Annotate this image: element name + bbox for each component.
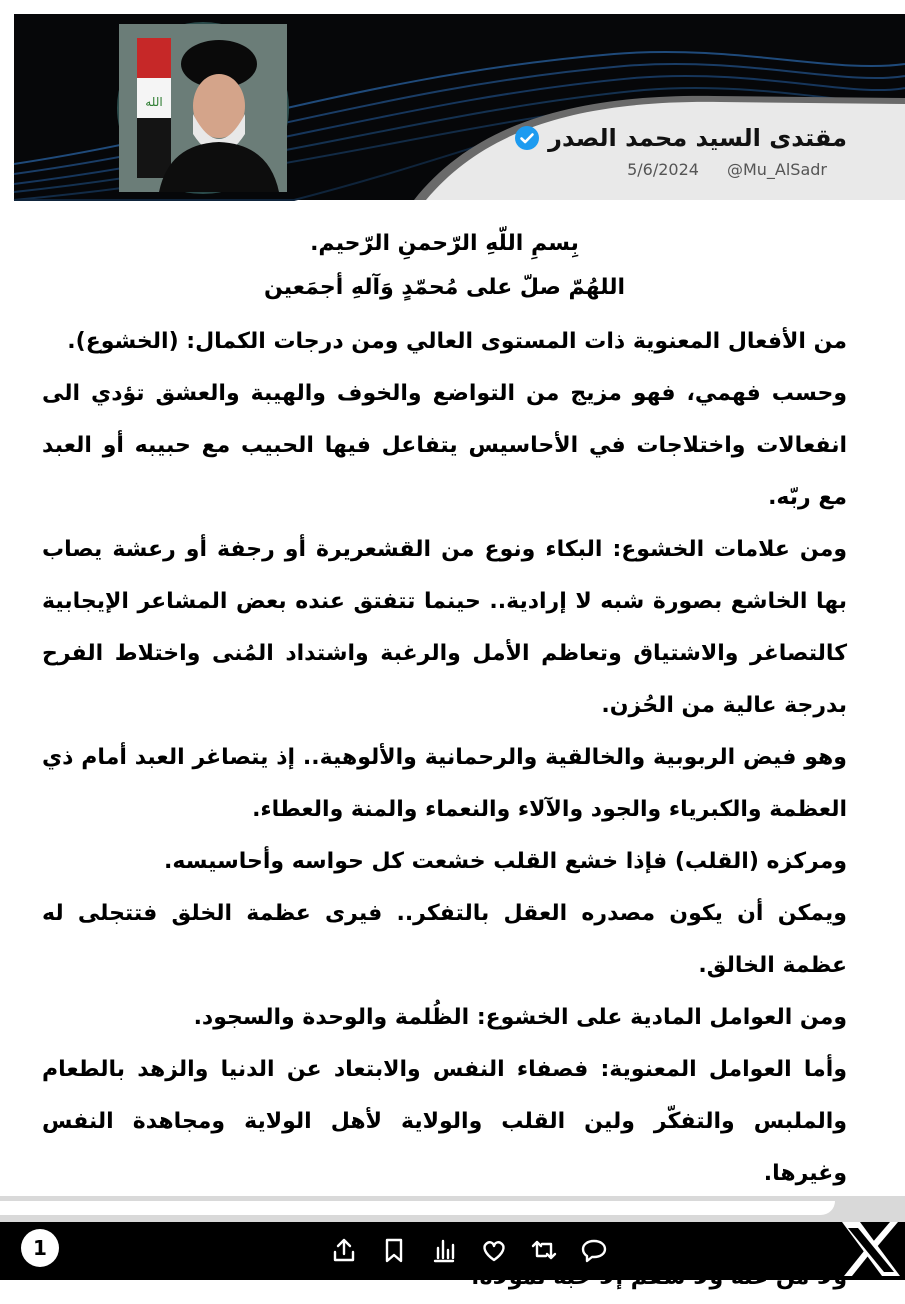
post-paragraph: ومن علامات الخشوع: البكاء ونوع من القشعريرة أو رجفة أو رعشة يصاب بها الخاشع بصورة شبه لا إرادية.. حينما تتفتق عنده بعض المشاعر الإيجابية كالتصاغر والاشتياق وتعاظم الأمل والرغبة واشتداد المُنى واختلاط الفرح بدرجة عالية من الحُزن. <box>42 537 847 718</box>
post-date: 5/6/2024 <box>627 160 699 179</box>
share-icon[interactable] <box>330 1236 358 1264</box>
post-paragraph: ومركزه (القلب) فإذا خشع القلب خشعت كل حواسه وأحاسيسه. <box>164 849 847 874</box>
basmala-line: بِسمِ اللّهِ الرّحمنِ الرّحيم. <box>310 231 579 256</box>
svg-text:الله: الله <box>145 95 163 109</box>
profile-photo <box>119 24 287 192</box>
salawat-line: اللهُمّ صلّ على مُحمّدٍ وَآلهِ أجمَعين <box>263 275 626 300</box>
reply-icon[interactable] <box>580 1236 608 1264</box>
post-paragraph: وأما العوامل المعنوية: فصفاء النفس والابتعاد عن الدنيا والزهد بالطعام والملبس والتفكّر ولين القلب والولاية لأهل الولاية ومجاهدة النفس وغيرها. <box>42 1057 847 1186</box>
page-number-badge: 1 <box>21 1229 59 1267</box>
avatar[interactable] <box>117 22 289 194</box>
post-paragraph: ومن العوامل المادية على الخشوع: الظُلمة والوحدة والسجود. <box>193 1005 847 1030</box>
author-name-row <box>514 124 847 152</box>
author-name[interactable]: مقتدى السيد محمد الصدر <box>548 124 847 152</box>
author-meta-row <box>627 160 827 179</box>
post-paragraph: ويمكن أن يكون مصدره العقل بالتفكر.. فيرى عظمة الخلق فتتجلى له عظمة الخالق. <box>42 901 847 978</box>
x-logo-icon <box>838 1218 904 1280</box>
post-card <box>14 14 905 1219</box>
like-icon[interactable] <box>480 1236 508 1264</box>
post-actions <box>330 1236 608 1266</box>
post-paragraph: من الأفعال المعنوية ذات المستوى العالي ومن درجات الكمال: (الخشوع). <box>67 329 847 354</box>
post-paragraph: وحسب فهمي، فهو مزيج من التواضع والخوف والهيبة والعشق تؤدي الى انفعالات واختلاجات في الأحاسيس يتفاعل فيها الحبيب مع حبيبه أو العبد مع ربّه. <box>42 381 847 510</box>
author-handle[interactable]: @Mu_AlSadr <box>726 160 827 179</box>
post-paragraph: وهو فيض الربوبية والخالقية والرحمانية والألوهية.. إذ يتصاغر العبد أمام ذي العظمة والكبرياء والجود والآلاء والنعماء والمنة والعطاء. <box>42 745 847 822</box>
views-icon[interactable] <box>430 1236 458 1264</box>
bookmark-icon[interactable] <box>380 1236 408 1264</box>
retweet-icon[interactable] <box>530 1236 558 1264</box>
profile-header <box>14 14 905 200</box>
bottom-divider-inner <box>0 1201 835 1215</box>
verified-badge-icon <box>514 125 540 151</box>
post-body <box>42 210 847 1304</box>
